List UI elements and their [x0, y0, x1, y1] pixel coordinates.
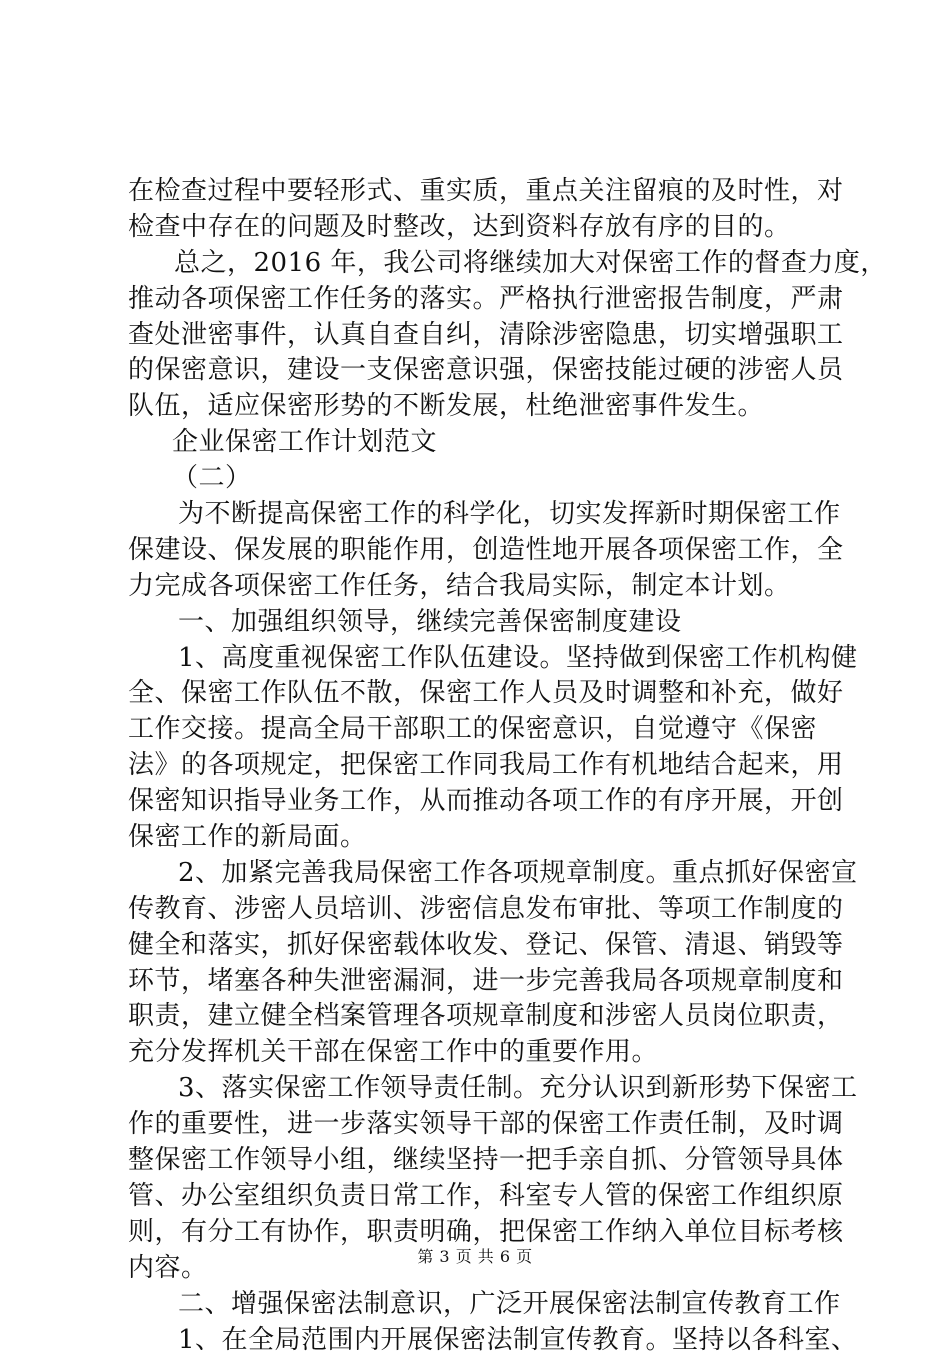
- text-line: 总之，2016 年，我公司将继续加大对保密工作的督查力度，: [128, 246, 838, 282]
- text-line: 健全和落实，抓好保密载体收发、登记、保管、清退、销毁等: [128, 928, 838, 964]
- text-line: 保建设、保发展的职能作用，创造性地开展各项保密工作，全: [128, 533, 838, 569]
- text-line: （二）: [128, 461, 838, 497]
- text-line: 工作交接。提高全局干部职工的保密意识，自觉遵守《保密: [128, 712, 838, 748]
- text-line: 一、加强组织领导，继续完善保密制度建设: [128, 605, 838, 641]
- text-line: 保密知识指导业务工作，从而推动各项工作的有序开展，开创: [128, 784, 838, 820]
- text-line: 二、增强保密法制意识，广泛开展保密法制宣传教育工作: [128, 1287, 838, 1323]
- text-line: 推动各项保密工作任务的落实。严格执行泄密报告制度，严肃: [128, 282, 838, 318]
- text-line: 查处泄密事件，认真自查自纠，清除涉密隐患，切实增强职工: [128, 318, 838, 354]
- text-line: 管、办公室组织负责日常工作，科室专人管的保密工作组织原: [128, 1179, 838, 1215]
- text-line: 在检查过程中要轻形式、重实质，重点关注留痕的及时性，对: [128, 174, 838, 210]
- text-line: 检查中存在的问题及时整改，达到资料存放有序的目的。: [128, 210, 838, 246]
- text-line: 企业保密工作计划范文: [128, 425, 838, 461]
- text-line: 1、高度重视保密工作队伍建设。坚持做到保密工作机构健: [128, 641, 838, 677]
- text-line: 全、保密工作队伍不散，保密工作人员及时调整和补充，做好: [128, 676, 838, 712]
- text-line: 传教育、涉密人员培训、涉密信息发布审批、等项工作制度的: [128, 892, 838, 928]
- text-line: 作的重要性，进一步落实领导干部的保密工作责任制，及时调: [128, 1107, 838, 1143]
- text-line: 2、加紧完善我局保密工作各项规章制度。重点抓好保密宣: [128, 856, 838, 892]
- text-line: 则，有分工有协作，职责明确，把保密工作纳入单位目标考核: [128, 1215, 838, 1251]
- text-line: 队伍，适应保密形势的不断发展，杜绝泄密事件发生。: [128, 389, 838, 425]
- text-line: 力完成各项保密工作任务，结合我局实际，制定本计划。: [128, 569, 838, 605]
- page-footer: 第 3 页 共 6 页: [0, 1244, 950, 1267]
- text-line: 整保密工作领导小组，继续坚持一把手亲自抓、分管领导具体: [128, 1143, 838, 1179]
- text-line: 环节，堵塞各种失泄密漏洞，进一步完善我局各项规章制度和: [128, 964, 838, 1000]
- text-line: 保密工作的新局面。: [128, 820, 838, 856]
- text-line: 内容。: [128, 1251, 838, 1287]
- document-body: [128, 174, 838, 1358]
- text-line: 为不断提高保密工作的科学化，切实发挥新时期保密工作: [128, 497, 838, 533]
- text-line: 职责，建立健全档案管理各项规章制度和涉密人员岗位职责，: [128, 999, 838, 1035]
- text-line: 1、在全局范围内开展保密法制宣传教育。坚持以各科室、: [128, 1323, 838, 1358]
- text-line: 法》的各项规定，把保密工作同我局工作有机地结合起来，用: [128, 748, 838, 784]
- text-line: 充分发挥机关干部在保密工作中的重要作用。: [128, 1035, 838, 1071]
- text-line: 3、落实保密工作领导责任制。充分认识到新形势下保密工: [128, 1071, 838, 1107]
- text-line: 的保密意识，建设一支保密意识强，保密技能过硬的涉密人员: [128, 353, 838, 389]
